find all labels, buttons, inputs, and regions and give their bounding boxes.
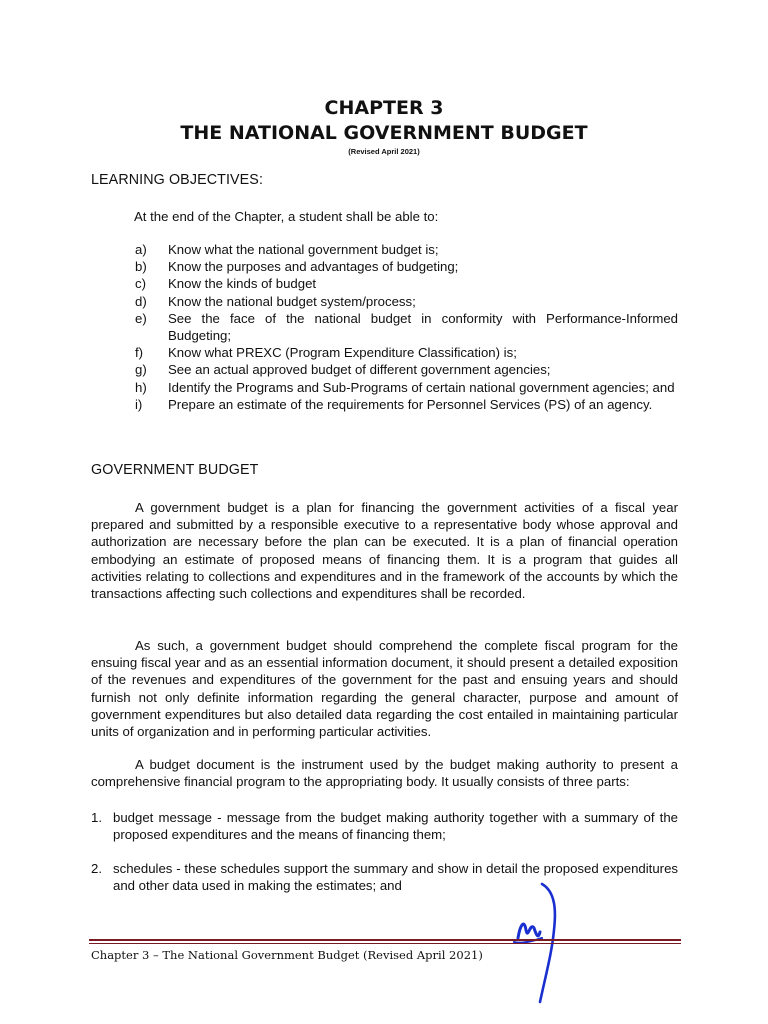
government-budget-heading: GOVERNMENT BUDGET [91,462,259,478]
list-item [91,293,678,310]
item-text: budget message - message from the budget making authority together with a summary of the proposed expenditures and the means of financing them; [113,810,678,843]
list-item [91,344,678,361]
list-letter: c) [135,276,146,292]
chapter-number: CHAPTER 3 [324,97,444,119]
list-item-text: Know what PREXC (Program Expenditure Classification) is; [168,345,517,361]
chapter-title: THE NATIONAL GOVERNMENT BUDGET [180,122,588,144]
learning-objectives-heading-text: LEARNING OBJECTIVES [91,172,259,188]
list-item [91,258,678,275]
heading-colon: : [258,172,264,188]
list-item-text: Prepare an estimate of the requirements for Personnel Services (PS) of an agency. [168,396,653,412]
list-letter: g) [135,362,147,378]
numbered-item [91,809,678,843]
objectives-list [91,241,678,413]
item-text: schedules - these schedules support the summary and show in detail the proposed expenditures and other data used in making the estimates; and [113,861,678,894]
item-number: 2. [91,861,102,876]
list-item-text: Know what the national government budget is; [168,242,439,257]
learning-objectives-heading [91,172,263,188]
list-letter: h) [135,379,147,395]
handwritten-signature [498,878,568,1006]
list-item-text: See an actual approved budget of different government agencies; [168,362,551,378]
page-footer: Chapter 3 – The National Government Budget (Revised April 2021) [91,948,483,962]
list-item-text: Know the kinds of budget [168,276,317,292]
objectives-intro: At the end of the Chapter, a student shall be able to: [134,209,439,224]
list-letter: a) [135,242,147,257]
list-letter: i) [135,396,143,412]
list-item-text: Identify the Programs and Sub-Programs of certain national government agencies; and [168,379,675,395]
list-item-text: Know the national budget system/process; [168,293,416,309]
list-item [91,241,678,258]
list-item-text: Know the purposes and advantages of budgeting; [168,259,459,275]
list-letter: f) [135,345,144,361]
paragraph-budget-document: A budget document is the instrument used by the budget making authority to present a comprehensive financial program to the appropriating body. It usually consists of three parts: [91,757,678,790]
footer-rule-thin [89,943,681,944]
numbered-item [91,860,678,894]
list-letter: d) [135,293,147,309]
list-letter: e) [135,310,147,326]
footer-rule [89,939,681,941]
list-item [91,361,678,378]
list-item [91,310,678,344]
list-item [91,379,678,396]
list-item [91,396,678,413]
list-item [91,275,678,292]
list-letter: b) [135,259,147,275]
item-number: 1. [91,810,102,825]
revision-note: (Revised April 2021) [348,147,420,156]
paragraph-scope: As such, a government budget should comprehend the complete fiscal program for the ensuing fiscal year and as an essential information document, it should present a detailed exposition of the revenues and expenditures of the government for the past and ensuing years and should furnish not only definite information regarding the general character, purpose and amount of government expenditures but also detailed data regarding the cost entailed in maintaining particular units of organization and in performing particular activities. [91,638,678,740]
list-item-text: See the face of the national budget in conformity with Performance-Informed Budgeting; [168,310,678,344]
paragraph-definition: A government budget is a plan for financing the government activities of a fiscal year prepared and submitted by a responsible executive to a representative body whose approval and authorization are necessary before the plan can be executed. It is a plan of financial operation embodying an estimate of proposed means of financing them. It is a program that guides all activities relating to collections and expenditures and in the framework of the accounts by which the transactions affecting such collections and expenditures shall be recorded. [91,500,678,602]
title-block [0,96,768,157]
